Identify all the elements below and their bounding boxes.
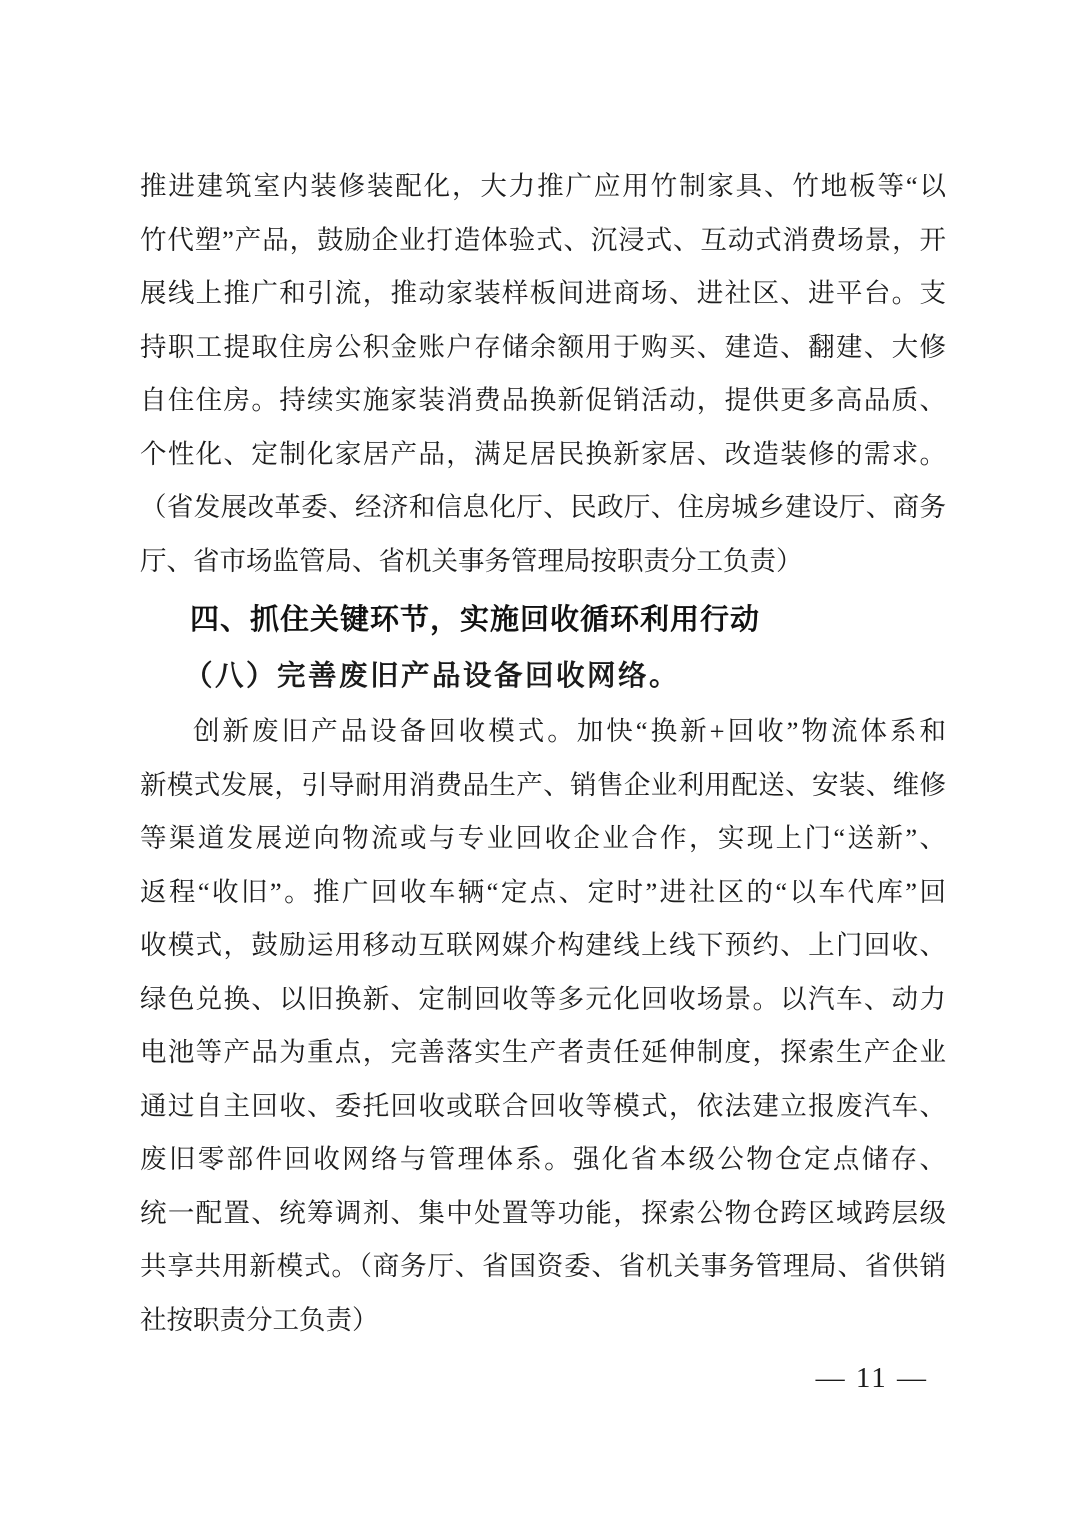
text-line: 自住住房。持续实施家装消费品换新促销活动，提供更多高品质、 <box>140 385 946 415</box>
text-line: 电池等产品为重点，完善落实生产者责任延伸制度，探索生产企业 <box>140 1037 946 1067</box>
text-line: 展线上推广和引流，推动家装样板间进商场、进社区、进平台。支 <box>140 278 946 308</box>
text-line: 通过自主回收、委托回收或联合回收等模式，依法建立报废汽车、 <box>140 1090 946 1121</box>
page-number: — 11 — <box>815 1362 928 1394</box>
text-line: 厅、省市场监管局、省机关事务管理局按职责分工负责） <box>140 545 803 576</box>
text-line: 收模式，鼓励运用移动互联网媒介构建线上线下预约、上门回收、 <box>140 930 946 960</box>
text-line: 共享共用新模式。（商务厅、省国资委、省机关事务管理局、省供销 <box>140 1251 946 1281</box>
text-line: 统一配置、统筹调剂、集中处置等功能，探索公物仓跨区域跨层级 <box>140 1197 946 1228</box>
text-line: 四、抓住关键环节，实施回收循环利用行动 <box>190 604 761 636</box>
text-line: 绿色兑换、以旧换新、定制回收等多元化回收场景。以汽车、动力 <box>140 983 946 1014</box>
text-line: 返程“收旧”。推广回收车辆“定点、定时”进社区的“以车代库”回 <box>140 876 946 907</box>
paragraph-recycling-network <box>140 705 946 1347</box>
text-line: （八）完善废旧产品设备回收网络。 <box>184 660 681 692</box>
text-line: 社按职责分工负责） <box>140 1304 379 1335</box>
text-line: （省发展改革委、经济和信息化厅、民政厅、住房城乡建设厅、商务 <box>140 492 946 522</box>
text-line: 竹代塑”产品，鼓励企业打造体验式、沉浸式、互动式消费场景，开 <box>140 224 946 255</box>
text-line: 推进建筑室内装修装配化，大力推广应用竹制家具、竹地板等“以 <box>140 171 946 201</box>
text-line: 等渠道发展逆向物流或与专业回收企业合作，实现上门“送新”、 <box>140 823 946 853</box>
text-line: 废旧零部件回收网络与管理体系。强化省本级公物仓定点储存、 <box>140 1144 946 1174</box>
document-content <box>140 160 946 1347</box>
text-line: 持职工提取住房公积金账户存储余额用于购买、建造、翻建、大修 <box>140 331 946 362</box>
text-line: 个性化、定制化家居产品，满足居民换新家居、改造装修的需求。 <box>140 438 946 469</box>
text-line: 创新废旧产品设备回收模式。加快“换新+回收”物流体系和 <box>193 716 946 746</box>
text-line: 新模式发展，引导耐用消费品生产、销售企业利用配送、安装、维修 <box>140 769 946 800</box>
paragraph-housing-renovation <box>140 160 946 588</box>
subsection-heading-eight <box>140 650 946 704</box>
section-heading-four <box>140 594 946 648</box>
